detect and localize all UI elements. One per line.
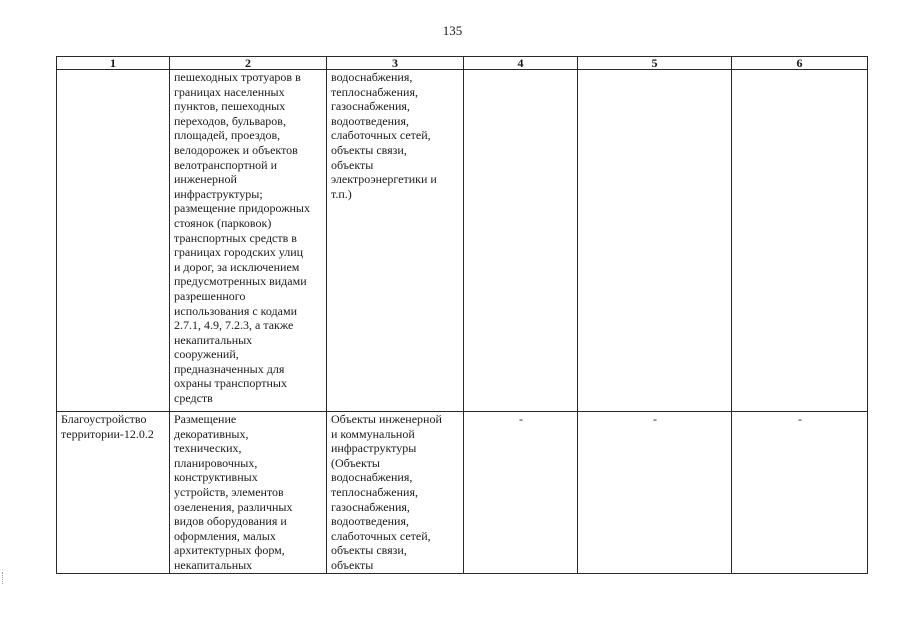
cell-objects: водоснабжения, теплоснабжения, газоснабжения, водоотведения, слаботочных сетей, объекты связи, объекты электроэнергетики и т.п.): [327, 70, 464, 412]
cell-col6: -: [732, 412, 868, 574]
table-row: [57, 412, 868, 574]
cell-col5: [578, 70, 732, 412]
table-row: [57, 70, 868, 412]
page-number: 135: [442, 23, 463, 38]
regulation-table: [56, 56, 868, 574]
header-col-2: 2: [170, 57, 327, 70]
cell-use-type: [57, 70, 170, 412]
header-col-1: 1: [57, 57, 170, 70]
cell-col6: [732, 70, 868, 412]
header-col-6: 6: [732, 57, 868, 70]
cell-objects: Объекты инженерной и коммунальной инфраструктуры (Объекты водоснабжения, теплоснабжения, газоснабжения, водоотведения, слаботочных сетей, объекты связи, объекты: [327, 412, 464, 574]
scan-margin-mark: [2, 572, 5, 584]
header-col-5: 5: [578, 57, 732, 70]
cell-description: пешеходных тротуаров в границах населенных пунктов, пешеходных переходов, бульваров, площадей, проездов, велодорожек и объектов велотранспортной и инженерной инфраструктуры; размещение придорожных стоянок (парковок) транспортных средств в границах городских улиц и дорог, за исключением предусмотренных видами разрешенного использования с кодами 2.7.1, 4.9, 7.2.3, а также некапитальных сооружений, предназначенных для охраны транспортных средств: [170, 70, 327, 412]
header-col-4: 4: [464, 57, 578, 70]
cell-col5: -: [578, 412, 732, 574]
cell-use-type: Благоустройство территории-12.0.2: [57, 412, 170, 574]
cell-description: Размещение декоративных, технических, планировочных, конструктивных устройств, элементов озеленения, различных видов оборудования и оформления, малых архитектурных форм, некапитальных: [170, 412, 327, 574]
header-col-3: 3: [327, 57, 464, 70]
cell-col4: -: [464, 412, 578, 574]
header-row: [57, 57, 868, 70]
cell-col4: [464, 70, 578, 412]
